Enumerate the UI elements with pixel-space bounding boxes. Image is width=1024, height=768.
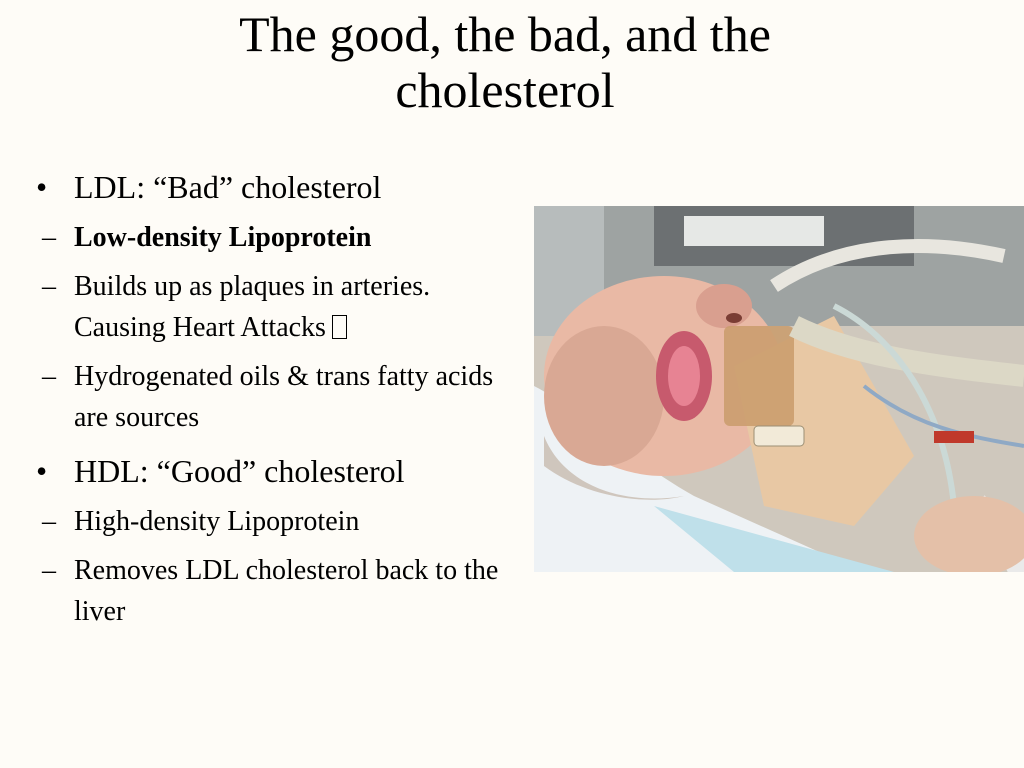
bullet-list bbox=[0, 168, 520, 646]
sub-item-hdl-2-label: Removes LDL cholesterol back to the liver bbox=[74, 555, 499, 627]
bullet-ldl-label: LDL: “Bad” cholesterol bbox=[74, 169, 382, 205]
sub-item-ldl-3-label: Hydrogenated oils & trans fatty acids are sources bbox=[74, 361, 494, 433]
sub-item-ldl-1-label: Low-density Lipoprotein bbox=[74, 222, 372, 253]
sub-item-hdl-2 bbox=[28, 550, 520, 632]
title-line-1: The good, the bad, and the bbox=[239, 6, 771, 62]
sub-list-hdl bbox=[42, 501, 520, 632]
bullet-symbol: • bbox=[36, 453, 48, 489]
bullet-ldl bbox=[0, 168, 520, 438]
sub-bullet-symbol: – bbox=[42, 555, 56, 586]
sub-bullet-symbol: – bbox=[42, 222, 56, 253]
patient-photo-icon bbox=[534, 206, 1024, 572]
sub-item-hdl-1 bbox=[28, 501, 520, 542]
title-line-2: cholesterol bbox=[395, 62, 615, 118]
bullet-hdl-label: HDL: “Good” cholesterol bbox=[74, 453, 405, 489]
sub-bullet-symbol: – bbox=[42, 271, 56, 302]
bullet-symbol: • bbox=[36, 169, 48, 205]
bullet-hdl bbox=[0, 452, 520, 632]
sub-list-ldl bbox=[42, 217, 520, 438]
sub-bullet-symbol: – bbox=[42, 506, 56, 537]
missing-glyph-icon bbox=[332, 315, 347, 339]
sub-item-ldl-2-label: Builds up as plaques in arteries. Causing Heart Attacks bbox=[74, 271, 431, 343]
sub-item-hdl-1-label: High-density Lipoprotein bbox=[74, 506, 360, 537]
sub-item-ldl-3 bbox=[28, 356, 520, 438]
slide-title bbox=[0, 6, 1010, 118]
sub-bullet-symbol: – bbox=[42, 361, 56, 392]
sub-item-ldl-1 bbox=[28, 217, 520, 258]
sub-item-ldl-2 bbox=[28, 266, 520, 348]
